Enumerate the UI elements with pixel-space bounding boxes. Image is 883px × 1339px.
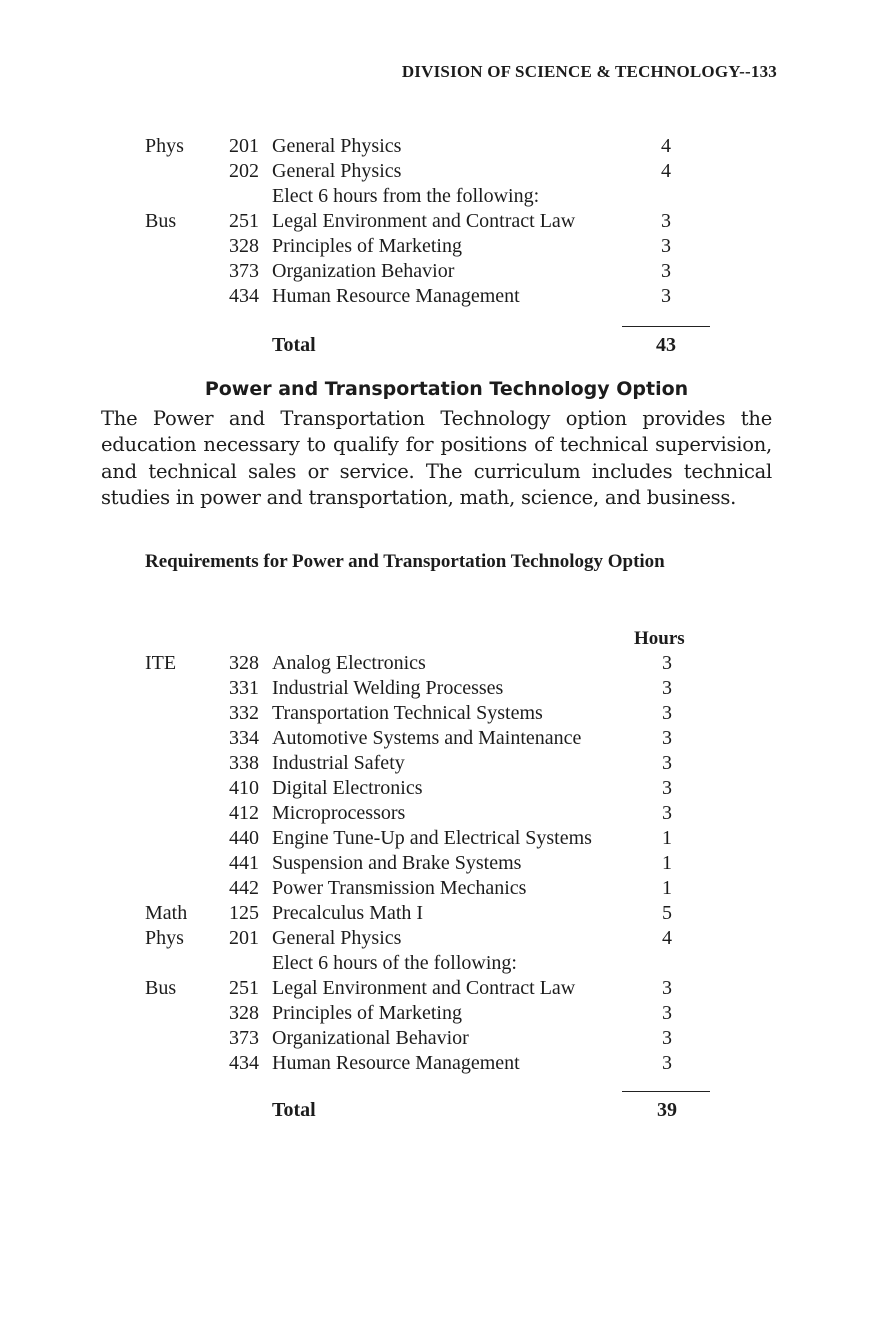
elective-note-row — [0, 184, 883, 209]
total-label: Total — [272, 334, 316, 356]
course-title: Precalculus Math I — [272, 902, 424, 924]
course-title: Industrial Safety — [272, 752, 405, 774]
course-number: 251 — [229, 977, 259, 999]
course-title: Human Resource Management — [272, 1052, 520, 1074]
course-number: 373 — [229, 260, 259, 282]
course-title: Industrial Welding Processes — [272, 677, 504, 699]
course-hours: 3 — [661, 285, 671, 307]
running-header: DIVISION OF SCIENCE & TECHNOLOGY--133 — [401, 62, 777, 81]
course-hours: 3 — [662, 727, 672, 749]
course-number: 441 — [229, 852, 259, 874]
course-title: Power Transmission Mechanics — [272, 877, 527, 899]
elective-note: Elect 6 hours of the following: — [272, 952, 517, 974]
course-row — [0, 676, 883, 701]
course-hours: 1 — [662, 827, 672, 849]
requirements-heading: Requirements for Power and Transportation Technology Option — [145, 551, 665, 572]
total-hours: 43 — [656, 334, 676, 356]
course-title: Principles of Marketing — [272, 235, 462, 257]
course-row — [0, 284, 883, 309]
dept: Bus — [145, 210, 177, 232]
course-number: 202 — [229, 160, 259, 182]
total-row — [0, 333, 883, 358]
course-title: Engine Tune-Up and Electrical Systems — [272, 827, 592, 849]
course-number: 328 — [229, 235, 259, 257]
course-title: Microprocessors — [272, 802, 406, 824]
course-row — [0, 801, 883, 826]
section-description: The Power and Transportation Technology option provides the education necessary to qualify for positions of technical supervision, and technical sales or service. The curriculum includes technical studies in power and transportation, math, science, and business. — [101, 407, 772, 509]
course-hours: 3 — [662, 777, 672, 799]
course-title: Transportation Technical Systems — [272, 702, 543, 724]
course-row — [0, 234, 883, 259]
course-row — [0, 701, 883, 726]
course-number: 338 — [229, 752, 259, 774]
course-number: 434 — [229, 285, 259, 307]
course-number: 332 — [229, 702, 259, 724]
course-title: Principles of Marketing — [272, 1002, 462, 1024]
course-hours: 3 — [662, 752, 672, 774]
course-row — [0, 134, 883, 159]
dept: Bus — [145, 977, 177, 999]
course-row — [0, 976, 883, 1001]
course-hours: 3 — [661, 260, 671, 282]
course-number: 412 — [229, 802, 259, 824]
course-title: Legal Environment and Contract Law — [272, 210, 576, 232]
course-hours: 4 — [662, 927, 672, 949]
course-hours: 3 — [662, 652, 672, 674]
course-row — [0, 159, 883, 184]
course-row — [0, 926, 883, 951]
section-heading: Power and Transportation Technology Option — [204, 378, 689, 400]
course-row — [0, 259, 883, 284]
course-title: Digital Electronics — [272, 777, 423, 799]
course-title: General Physics — [272, 135, 402, 157]
course-number: 434 — [229, 1052, 259, 1074]
course-row — [0, 776, 883, 801]
course-hours: 1 — [662, 852, 672, 874]
course-title: General Physics — [272, 160, 402, 182]
course-title: Organization Behavior — [272, 260, 455, 282]
course-hours: 3 — [661, 210, 671, 232]
course-number: 201 — [229, 927, 259, 949]
course-hours: 4 — [661, 135, 671, 157]
course-number: 331 — [229, 677, 259, 699]
course-row — [0, 1001, 883, 1026]
course-hours: 3 — [662, 802, 672, 824]
course-row — [0, 826, 883, 851]
course-hours: 3 — [662, 677, 672, 699]
course-number: 251 — [229, 210, 259, 232]
course-number: 440 — [229, 827, 259, 849]
total-row — [0, 1098, 883, 1123]
course-hours: 3 — [662, 1052, 672, 1074]
course-row — [0, 209, 883, 234]
course-number: 410 — [229, 777, 259, 799]
course-row — [0, 876, 883, 901]
course-hours: 3 — [662, 702, 672, 724]
course-number: 328 — [229, 1002, 259, 1024]
course-number: 125 — [229, 902, 259, 924]
course-number: 201 — [229, 135, 259, 157]
hours-column-header: Hours — [634, 628, 685, 649]
course-number: 328 — [229, 652, 259, 674]
total-rule — [622, 326, 710, 327]
dept: Phys — [145, 135, 184, 157]
dept: Math — [145, 902, 188, 924]
course-number: 373 — [229, 1027, 259, 1049]
course-title: Analog Electronics — [272, 652, 426, 674]
course-hours: 1 — [662, 877, 672, 899]
course-title: Automotive Systems and Maintenance — [272, 727, 582, 749]
course-row — [0, 1026, 883, 1051]
course-hours: 3 — [661, 235, 671, 257]
course-number: 334 — [229, 727, 259, 749]
course-number: 442 — [229, 877, 259, 899]
elective-note: Elect 6 hours from the following: — [272, 185, 540, 207]
course-hours: 3 — [662, 1027, 672, 1049]
course-row — [0, 751, 883, 776]
course-row — [0, 651, 883, 676]
dept: Phys — [145, 927, 184, 949]
total-rule — [622, 1091, 710, 1092]
course-title: Suspension and Brake Systems — [272, 852, 522, 874]
course-title: General Physics — [272, 927, 402, 949]
course-hours: 4 — [661, 160, 671, 182]
dept: ITE — [145, 652, 177, 674]
course-row — [0, 726, 883, 751]
course-row — [0, 901, 883, 926]
course-hours: 3 — [662, 977, 672, 999]
course-title: Legal Environment and Contract Law — [272, 977, 576, 999]
course-row — [0, 851, 883, 876]
course-title: Human Resource Management — [272, 285, 520, 307]
elective-note-row — [0, 951, 883, 976]
total-hours: 39 — [657, 1099, 677, 1121]
total-label: Total — [272, 1099, 316, 1121]
course-row — [0, 1051, 883, 1076]
course-title: Organizational Behavior — [272, 1027, 469, 1049]
course-hours: 3 — [662, 1002, 672, 1024]
course-hours: 5 — [662, 902, 672, 924]
